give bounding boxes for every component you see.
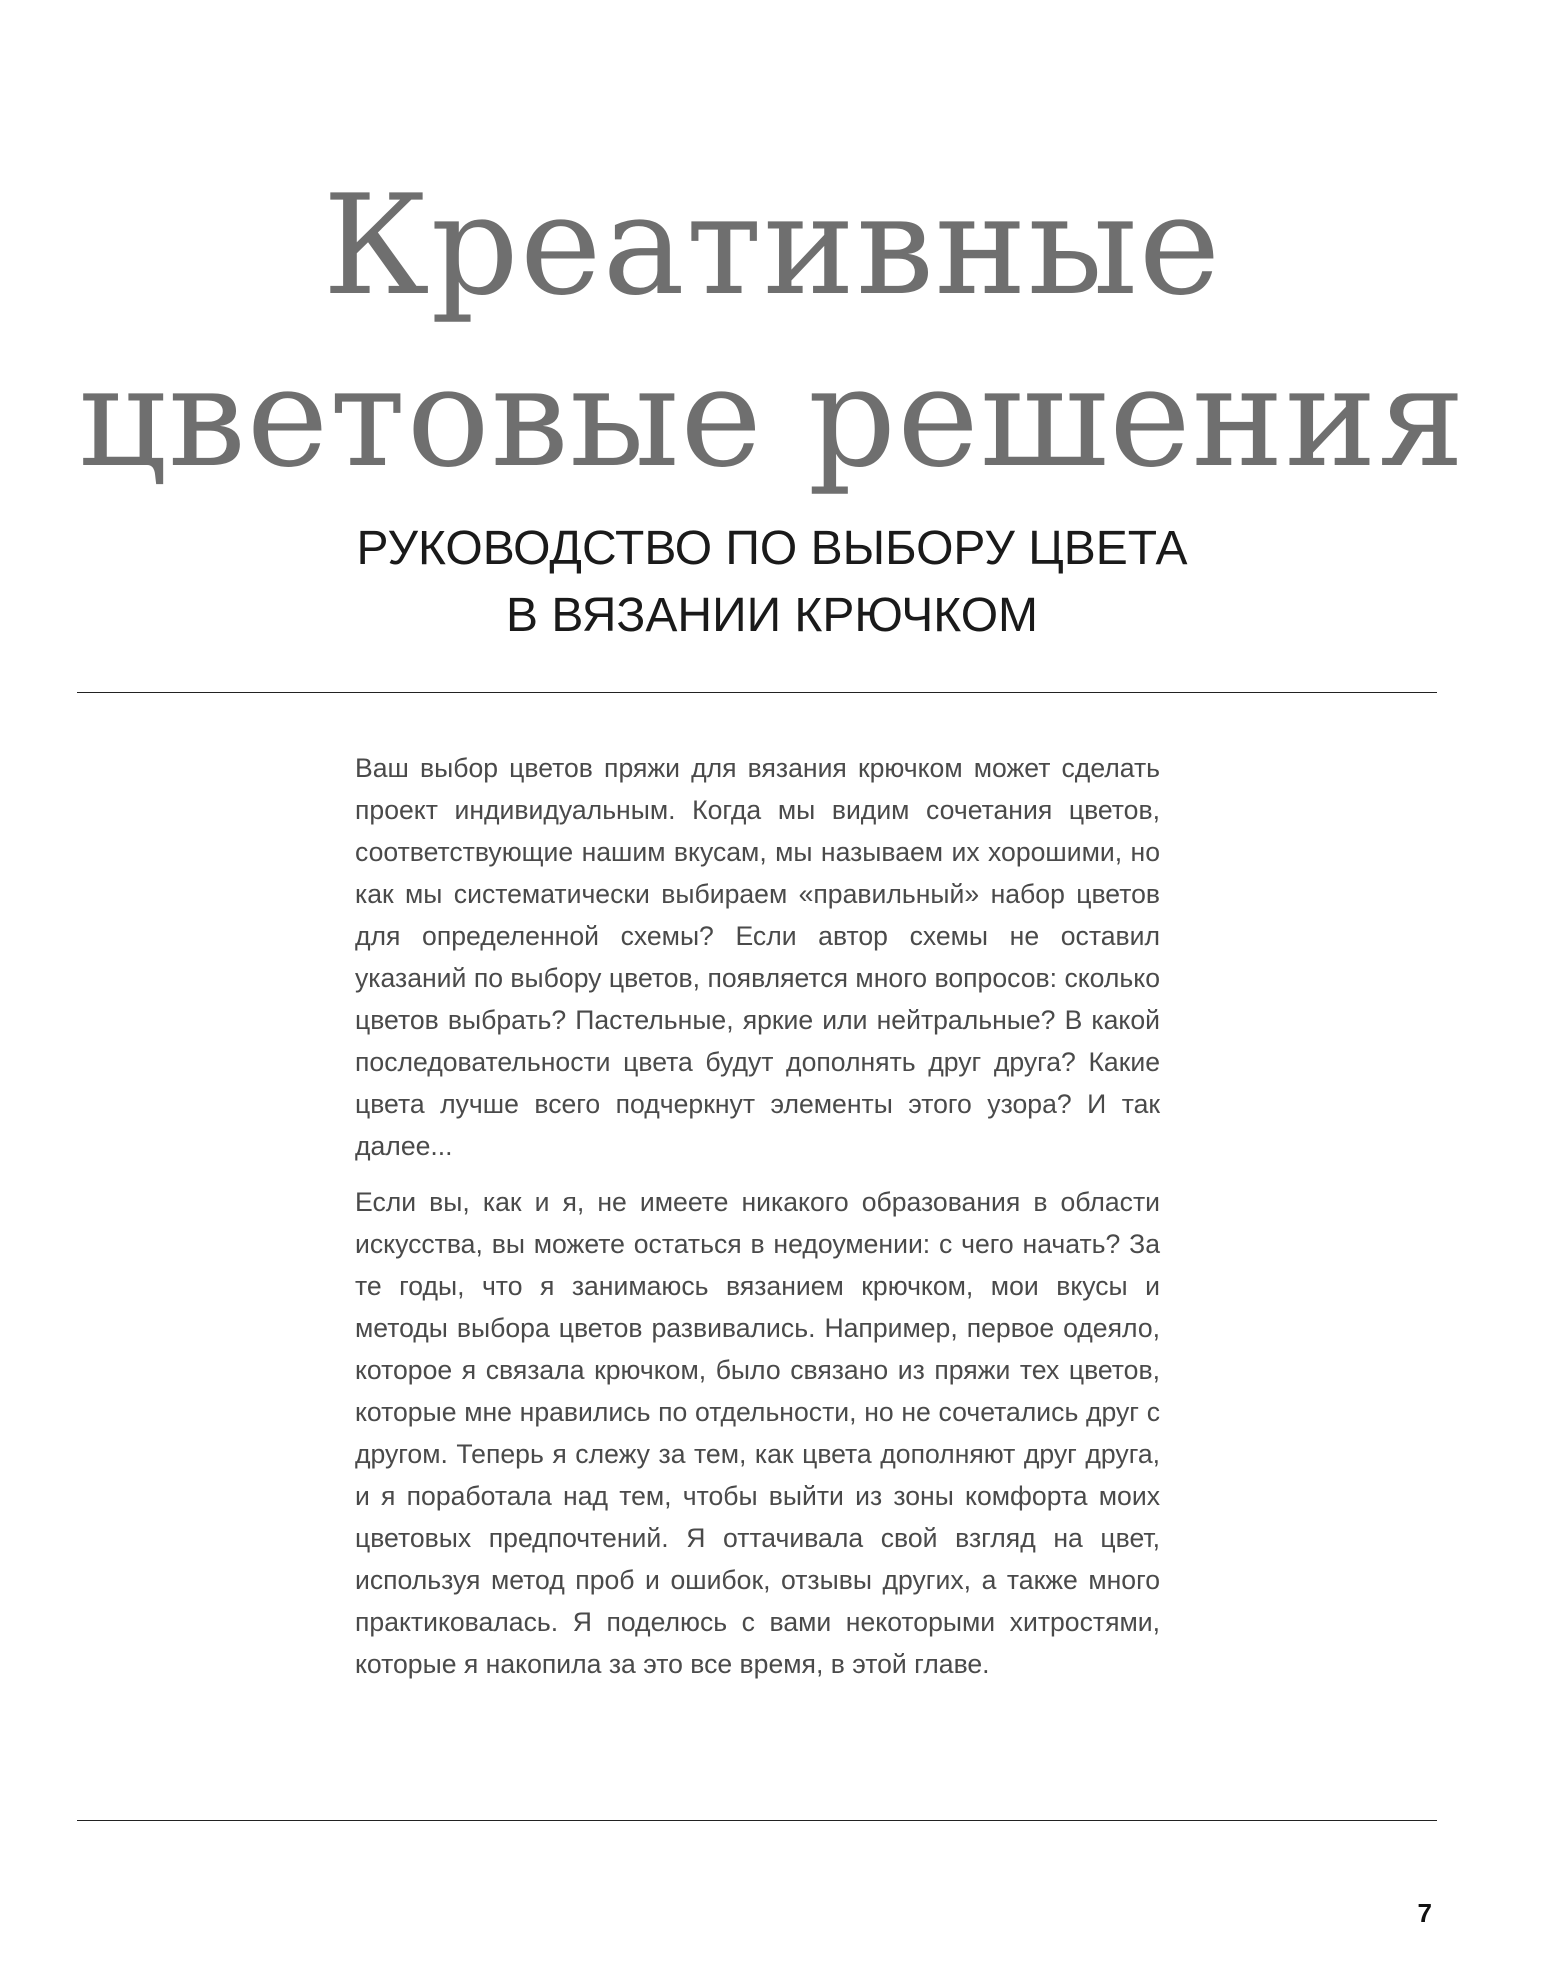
- chapter-subtitle-line-2: В ВЯЗАНИИ КРЮЧКОМ: [505, 589, 1039, 642]
- page-number: 7: [1417, 1898, 1432, 1928]
- chapter-subtitle: [0, 515, 1544, 649]
- body-paragraph-1: Ваш выбор цветов пряжи для вязания крючком может сделать проект индивидуальным. Когда мы видим сочетания цветов, соответствующие нашим вкусам, мы называем их хорошими, но как мы систематически выбираем «правильный» набор цветов для определенной схемы? Если автор схемы не оставил указаний по выбору цветов, появляется много вопросов: сколько цветов выбрать? Пастельные, яркие или нейтральные? В какой последовательности цвета будут дополнять друг друга? Какие цвета лучше всего подчеркнут элементы этого узора? И так далее...: [355, 753, 1160, 1161]
- body-paragraph-2: Если вы, как и я, не имеете никакого образования в области искусства, вы можете остаться в недоумении: с чего начать? За те годы, что я занимаюсь вязанием крючком, мои вкусы и методы выбора цветов развивались. Например, первое одеяло, которое я связала крючком, было связано из пряжи тех цветов, которые мне нравились по отдельности, но не сочетались друг с другом. Теперь я слежу за тем, как цвета дополняют друг друга, и я поработала над тем, чтобы выйти из зоны комфорта моих цветовых предпочтений. Я оттачивала свой взгляд на цвет, используя метод проб и ошибок, отзывы других, а также много практиковалась. Я поделюсь с вами некоторыми хитростями, которые я накопила за это все время, в этой главе.: [355, 1187, 1160, 1679]
- body-text: [355, 747, 1160, 1699]
- chapter-title-line-1: Креативные: [322, 165, 1222, 326]
- top-divider: [77, 692, 1437, 693]
- chapter-title: [0, 160, 1544, 504]
- chapter-subtitle-line-1: РУКОВОДСТВО ПО ВЫБОРУ ЦВЕТА: [356, 522, 1188, 575]
- chapter-title-line-2: цветовые решения: [78, 337, 1466, 498]
- bottom-divider: [77, 1820, 1437, 1821]
